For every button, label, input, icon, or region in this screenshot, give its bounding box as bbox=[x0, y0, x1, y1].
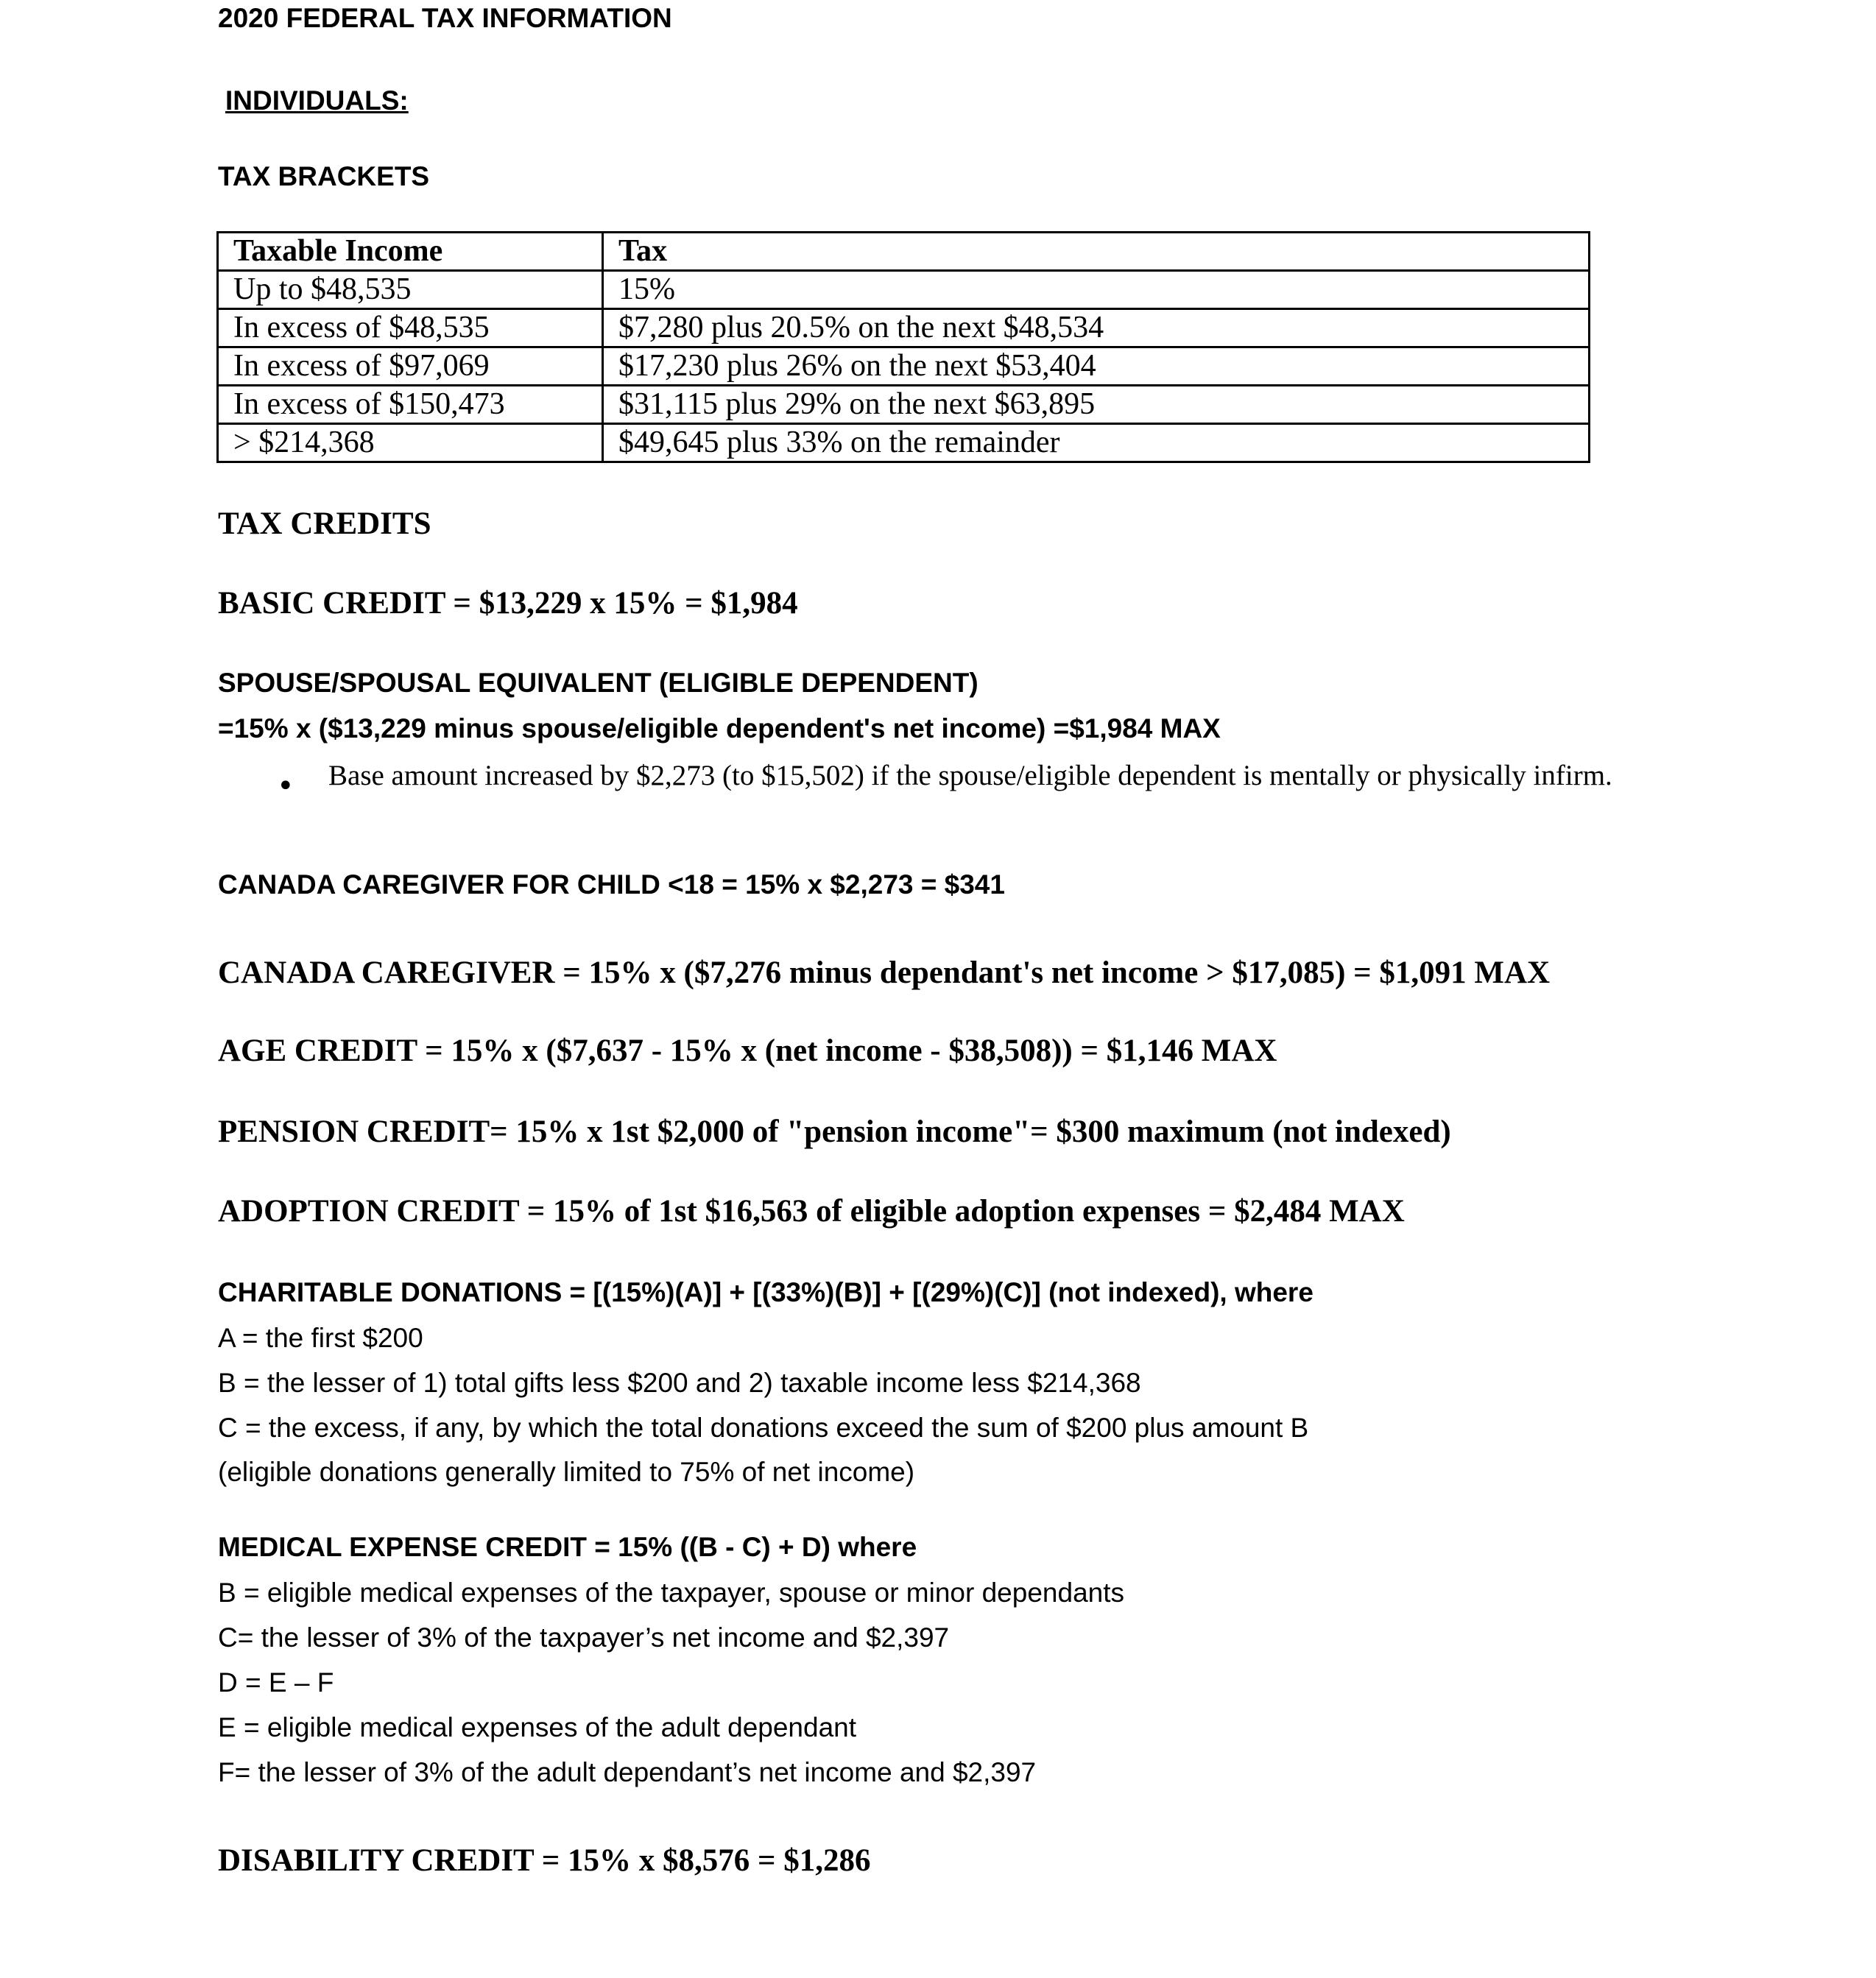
caregiver-credit: CANADA CAREGIVER = 15% x ($7,276 minus dependant's net income > $17,085) = $1,091 MAX bbox=[218, 956, 1551, 990]
table-row bbox=[218, 347, 1590, 386]
medical-heading: MEDICAL EXPENSE CREDIT = 15% ((B - C) + D) where bbox=[218, 1532, 917, 1562]
table-cell-tax: $17,230 plus 26% on the next $53,404 bbox=[603, 347, 1590, 386]
charitable-line: C = the excess, if any, by which the total donations exceed the sum of $200 plus amount B bbox=[218, 1413, 1309, 1443]
medical-line: C= the lesser of 3% of the taxpayer’s net income and $2,397 bbox=[218, 1622, 950, 1653]
charitable-line: A = the first $200 bbox=[218, 1323, 423, 1353]
bullet-icon: • bbox=[277, 769, 295, 803]
table-cell-income: > $214,368 bbox=[218, 424, 603, 462]
basic-credit: BASIC CREDIT = $13,229 x 15% = $1,984 bbox=[218, 586, 798, 621]
table-cell-income: In excess of $48,535 bbox=[218, 309, 603, 347]
pension-credit: PENSION CREDIT= 15% x 1st $2,000 of "pension income"= $300 maximum (not indexed) bbox=[218, 1115, 1451, 1149]
table-cell-income: Up to $48,535 bbox=[218, 271, 603, 309]
medical-line: D = E – F bbox=[218, 1667, 334, 1698]
header-tax: Tax bbox=[603, 233, 1590, 271]
caregiver-child-credit: CANADA CAREGIVER FOR CHILD <18 = 15% x $2,273 = $341 bbox=[218, 869, 1005, 900]
medical-line: F= the lesser of 3% of the adult dependant’s net income and $2,397 bbox=[218, 1757, 1037, 1787]
adoption-credit: ADOPTION CREDIT = 15% of 1st $16,563 of eligible adoption expenses = $2,484 MAX bbox=[218, 1194, 1405, 1229]
charitable-heading: CHARITABLE DONATIONS = [(15%)(A)] + [(33%)(B)] + [(29%)(C)] (not indexed), where bbox=[218, 1277, 1313, 1307]
tax-brackets-heading: TAX BRACKETS bbox=[218, 161, 430, 191]
table-header-row bbox=[218, 233, 1590, 271]
table-cell-tax: $49,645 plus 33% on the remainder bbox=[603, 424, 1590, 462]
charitable-line: B = the lesser of 1) total gifts less $200 and 2) taxable income less $214,368 bbox=[218, 1368, 1141, 1398]
table-cell-income: In excess of $150,473 bbox=[218, 386, 603, 424]
table-cell-tax: $7,280 plus 20.5% on the next $48,534 bbox=[603, 309, 1590, 347]
spouse-bullet-text: Base amount increased by $2,273 (to $15,502) if the spouse/eligible dependent is mentally or physically infirm. bbox=[328, 760, 1612, 791]
disability-credit: DISABILITY CREDIT = 15% x $8,576 = $1,286 bbox=[218, 1843, 871, 1878]
table-row bbox=[218, 309, 1590, 347]
document-title: 2020 FEDERAL TAX INFORMATION bbox=[218, 3, 672, 33]
table-cell-income: In excess of $97,069 bbox=[218, 347, 603, 386]
age-credit: AGE CREDIT = 15% x ($7,637 - 15% x (net income - $38,508)) = $1,146 MAX bbox=[218, 1034, 1277, 1068]
table-cell-tax: 15% bbox=[603, 271, 1590, 309]
tax-brackets-table bbox=[216, 231, 1590, 463]
header-taxable-income: Taxable Income bbox=[218, 233, 603, 271]
charitable-line: (eligible donations generally limited to 75% of net income) bbox=[218, 1457, 915, 1487]
medical-line: B = eligible medical expenses of the taxpayer, spouse or minor dependants bbox=[218, 1578, 1125, 1608]
tax-credits-heading: TAX CREDITS bbox=[218, 506, 431, 541]
table-cell-tax: $31,115 plus 29% on the next $63,895 bbox=[603, 386, 1590, 424]
medical-line: E = eligible medical expenses of the adult dependant bbox=[218, 1712, 857, 1742]
table-row bbox=[218, 386, 1590, 424]
spouse-heading: SPOUSE/SPOUSAL EQUIVALENT (ELIGIBLE DEPENDENT) bbox=[218, 668, 978, 698]
table-row bbox=[218, 424, 1590, 462]
spouse-formula: =15% x ($13,229 minus spouse/eligible dependent's net income) =$1,984 MAX bbox=[218, 713, 1221, 743]
table-row bbox=[218, 271, 1590, 309]
section-individuals: INDIVIDUALS: bbox=[225, 85, 409, 116]
